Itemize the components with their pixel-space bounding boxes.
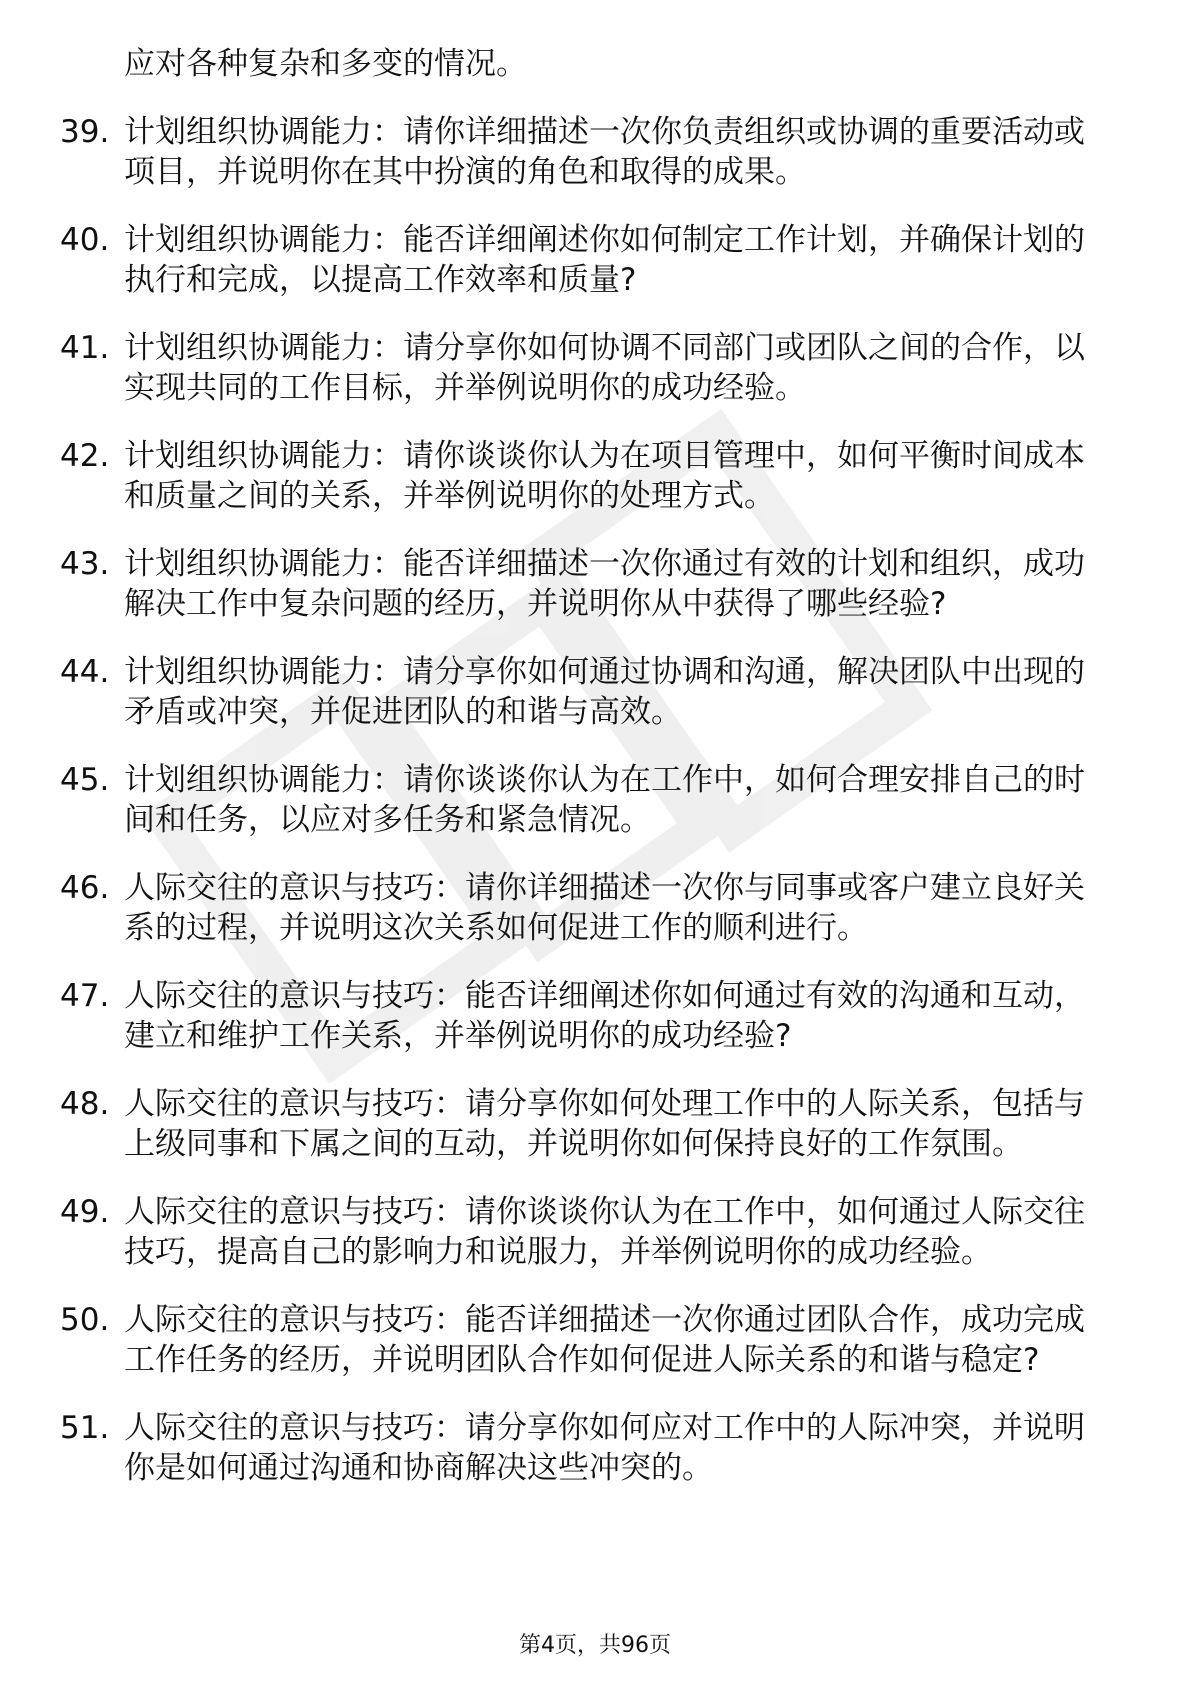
question-text: 人际交往的意识与技巧：能否详细描述一次你通过团队合作，成功完成工作任务的经历，并说明团队合作如何促进人际关系的和谐与稳定? bbox=[124, 1302, 1085, 1378]
page-number-label: 第4页，共96页 bbox=[519, 1633, 671, 1658]
question-item bbox=[60, 868, 1110, 948]
question-number: 39. bbox=[60, 114, 110, 150]
question-item bbox=[60, 544, 1110, 624]
question-text: 计划组织协调能力：能否详细阐述你如何制定工作计划，并确保计划的执行和完成，以提高工作效率和质量? bbox=[124, 222, 1085, 298]
question-text: 计划组织协调能力：请分享你如何协调不同部门或团队之间的合作，以实现共同的工作目标，并举例说明你的成功经验。 bbox=[124, 330, 1085, 406]
document-content bbox=[60, 44, 1110, 1516]
question-text: 计划组织协调能力：能否详细描述一次你通过有效的计划和组织，成功解决工作中复杂问题的经历，并说明你从中获得了哪些经验? bbox=[124, 546, 1085, 622]
question-text: 计划组织协调能力：请分享你如何通过协调和沟通，解决团队中出现的矛盾或冲突，并促进团队的和谐与高效。 bbox=[124, 654, 1085, 730]
question-text: 人际交往的意识与技巧：请分享你如何应对工作中的人际冲突，并说明你是如何通过沟通和协商解决这些冲突的。 bbox=[124, 1410, 1085, 1486]
question-item bbox=[60, 1192, 1110, 1272]
question-item bbox=[60, 1084, 1110, 1164]
question-item bbox=[60, 328, 1110, 408]
question-number: 51. bbox=[60, 1410, 110, 1446]
question-item bbox=[60, 112, 1110, 192]
question-text: 人际交往的意识与技巧：能否详细阐述你如何通过有效的沟通和互动，建立和维护工作关系，并举例说明你的成功经验? bbox=[124, 978, 1085, 1054]
question-number: 47. bbox=[60, 978, 110, 1014]
question-text: 计划组织协调能力：请你谈谈你认为在项目管理中，如何平衡时间成本和质量之间的关系，并举例说明你的处理方式。 bbox=[124, 438, 1085, 514]
question-number: 40. bbox=[60, 222, 110, 258]
question-item bbox=[60, 1300, 1110, 1380]
question-number: 43. bbox=[60, 546, 110, 582]
question-text: 计划组织协调能力：请你详细描述一次你负责组织或协调的重要活动或项目，并说明你在其中扮演的角色和取得的成果。 bbox=[124, 114, 1085, 190]
question-number: 42. bbox=[60, 438, 110, 474]
question-number: 44. bbox=[60, 654, 110, 690]
question-text: 人际交往的意识与技巧：请你谈谈你认为在工作中，如何通过人际交往技巧，提高自己的影响力和说服力，并举例说明你的成功经验。 bbox=[124, 1194, 1085, 1270]
question-item bbox=[60, 976, 1110, 1056]
question-item bbox=[60, 1408, 1110, 1488]
question-number: 46. bbox=[60, 870, 110, 906]
question-number: 50. bbox=[60, 1302, 110, 1338]
question-text: 计划组织协调能力：请你谈谈你认为在工作中，如何合理安排自己的时间和任务，以应对多任务和紧急情况。 bbox=[124, 762, 1085, 838]
question-item bbox=[60, 760, 1110, 840]
question-number: 48. bbox=[60, 1086, 110, 1122]
question-text: 人际交往的意识与技巧：请你详细描述一次你与同事或客户建立良好关系的过程，并说明这次关系如何促进工作的顺利进行。 bbox=[124, 870, 1085, 946]
question-number: 49. bbox=[60, 1194, 110, 1230]
question-number: 45. bbox=[60, 762, 110, 798]
page-footer bbox=[0, 1632, 1190, 1660]
question-item bbox=[60, 652, 1110, 732]
question-list bbox=[60, 112, 1110, 1488]
question-number: 41. bbox=[60, 330, 110, 366]
question-item bbox=[60, 220, 1110, 300]
question-text: 人际交往的意识与技巧：请分享你如何处理工作中的人际关系，包括与上级同事和下属之间的互动，并说明你如何保持良好的工作氛围。 bbox=[124, 1086, 1085, 1162]
continued-text: 应对各种复杂和多变的情况。 bbox=[124, 46, 527, 82]
question-item bbox=[60, 436, 1110, 516]
